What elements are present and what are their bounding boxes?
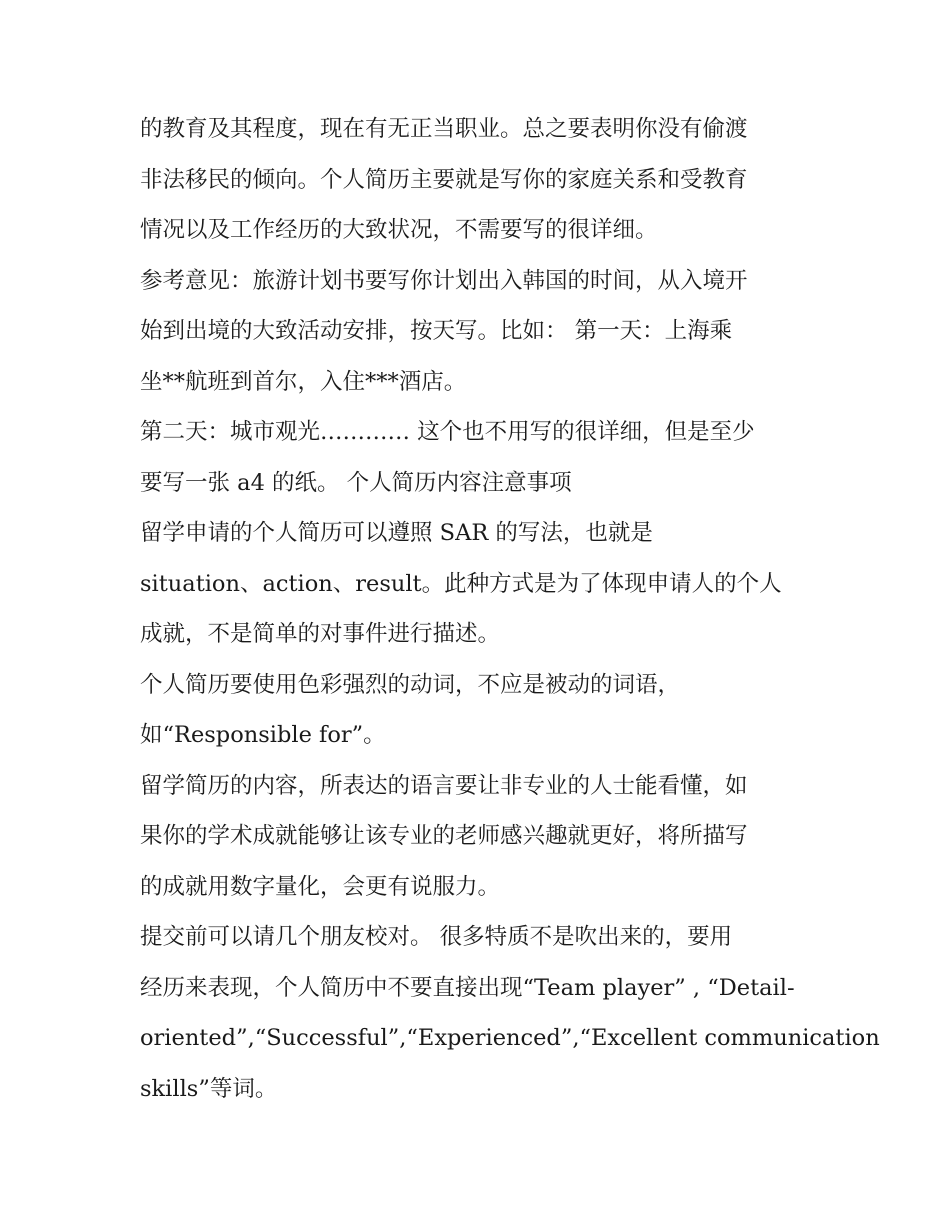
paragraph-5: [140, 660, 812, 761]
text-line: skills”等词。: [140, 1075, 278, 1102]
text-line: 提交前可以请几个朋友校对。 很多特质不是吹出来的，要用: [140, 924, 733, 950]
text-line: 参考意见：旅游计划书要写你计划出入韩国的时间，从入境开: [140, 267, 748, 294]
text-line: 如“Responsible for”。: [140, 722, 386, 748]
paragraph-2: [140, 256, 812, 408]
text-line: oriented”,“Successful”,“Experienced”,“Excellent communication: [140, 1025, 880, 1051]
text-line: 果你的学术成就能够让该专业的老师感兴趣就更好，将所描写: [140, 823, 748, 849]
text-line: 非法移民的倾向。个人简历主要就是写你的家庭关系和受教育: [140, 166, 748, 193]
text-line: 成就，不是简单的对事件进行描述。: [140, 621, 501, 647]
text-line: 留学申请的个人简历可以遵照 SAR 的写法，也就是: [140, 520, 653, 546]
paragraph-1: [140, 104, 812, 256]
document-body: [140, 104, 880, 1114]
text-line: 留学简历的内容，所表达的语言要让非专业的人士能看懂，如: [140, 772, 748, 799]
text-line: 情况以及工作经历的大致状况，不需要写的很详细。: [140, 217, 658, 243]
text-line: 始到出境的大致活动安排，按天写。比如： 第一天：上海乘: [140, 318, 733, 344]
text-line: 第二天：城市观光………… 这个也不用写的很详细，但是至少: [140, 419, 755, 445]
paragraph-4: [140, 508, 812, 660]
text-line: 的教育及其程度，现在有无正当职业。总之要表明你没有偷渡: [140, 116, 748, 142]
text-line: situation、action、result。此种方式是为了体现申请人的个人: [140, 570, 782, 597]
paragraph-7: [140, 912, 880, 1114]
text-line: 坐**航班到首尔，入住***酒店。: [140, 368, 467, 395]
text-line: 经历来表现，个人简历中不要直接出现“Team player” , “Detail-: [140, 974, 795, 1001]
text-line: 的成就用数字量化，会更有说服力。: [140, 873, 501, 900]
text-line: 个人简历要使用色彩强烈的动词，不应是被动的词语，: [140, 671, 681, 698]
text-line: 要写一张 a4 的纸。 个人简历内容注意事项: [140, 469, 572, 496]
paragraph-6: [140, 761, 812, 913]
paragraph-3: [140, 407, 812, 508]
